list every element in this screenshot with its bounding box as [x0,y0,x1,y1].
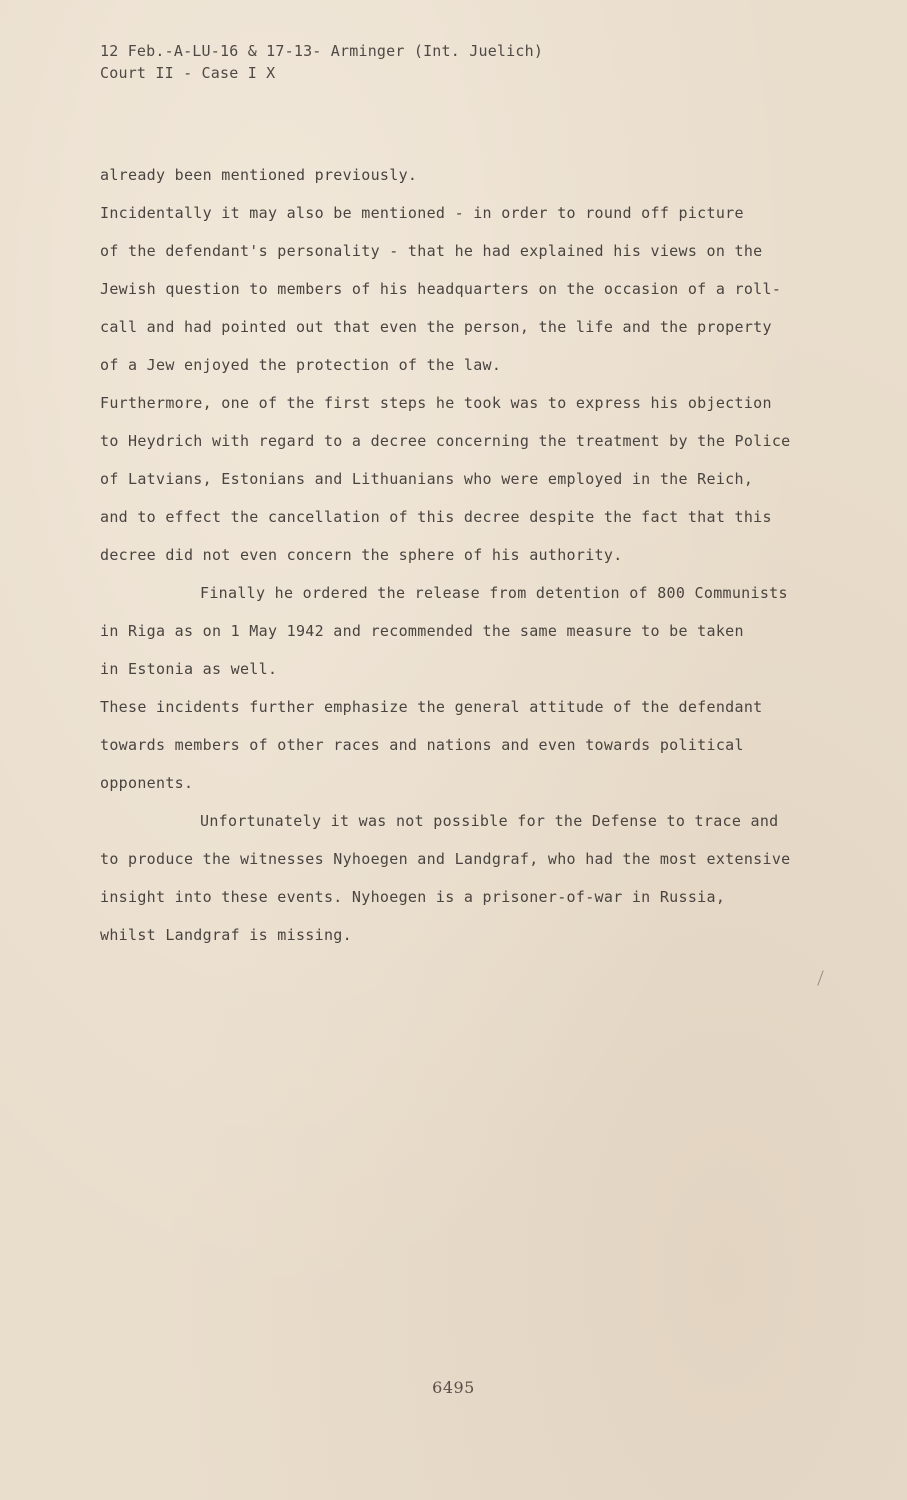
text-line: opponents. [100,774,194,792]
text-line: and to effect the cancellation of this decree despite the fact that this [100,508,772,526]
text-line: in Riga as on 1 May 1942 and recommended the same measure to be taken [100,622,744,640]
document-body [100,156,830,954]
document-header [100,40,543,84]
text-line: insight into these events. Nyhoegen is a prisoner-of-war in Russia, [100,888,726,906]
text-line: to Heydrich with regard to a decree concerning the treatment by the Police [100,432,791,450]
text-line: Incidentally it may also be mentioned - in order to round off picture [100,204,744,222]
header-court-case: Court II - Case I X [100,64,276,82]
text-line: in Estonia as well. [100,660,278,678]
text-line: call and had pointed out that even the person, the life and the property [100,318,772,336]
text-line: decree did not even concern the sphere of his authority. [100,546,623,564]
text-line: to produce the witnesses Nyhoegen and Landgraf, who had the most extensive [100,850,791,868]
text-line: towards members of other races and nations and even towards political [100,736,744,754]
text-line: Unfortunately it was not possible for the Defense to trace and [200,812,779,830]
text-line: of a Jew enjoyed the protection of the law. [100,356,502,374]
text-line: These incidents further emphasize the general attitude of the defendant [100,698,763,716]
stray-pen-mark [817,970,823,985]
text-line: of the defendant's personality - that he had explained his views on the [100,242,763,260]
text-line: of Latvians, Estonians and Lithuanians who were employed in the Reich, [100,470,754,488]
text-line: Finally he ordered the release from detention of 800 Communists [200,584,788,602]
page-number: 6495 [432,1378,475,1397]
text-line: already been mentioned previously. [100,166,418,184]
header-file-reference: 12 Feb.-A-LU-16 & 17-13- Arminger (Int. Juelich) [100,42,544,60]
text-line: whilst Landgraf is missing. [100,926,352,944]
text-line: Furthermore, one of the first steps he took was to express his objection [100,394,772,412]
text-line: Jewish question to members of his headquarters on the occasion of a roll- [100,280,782,298]
